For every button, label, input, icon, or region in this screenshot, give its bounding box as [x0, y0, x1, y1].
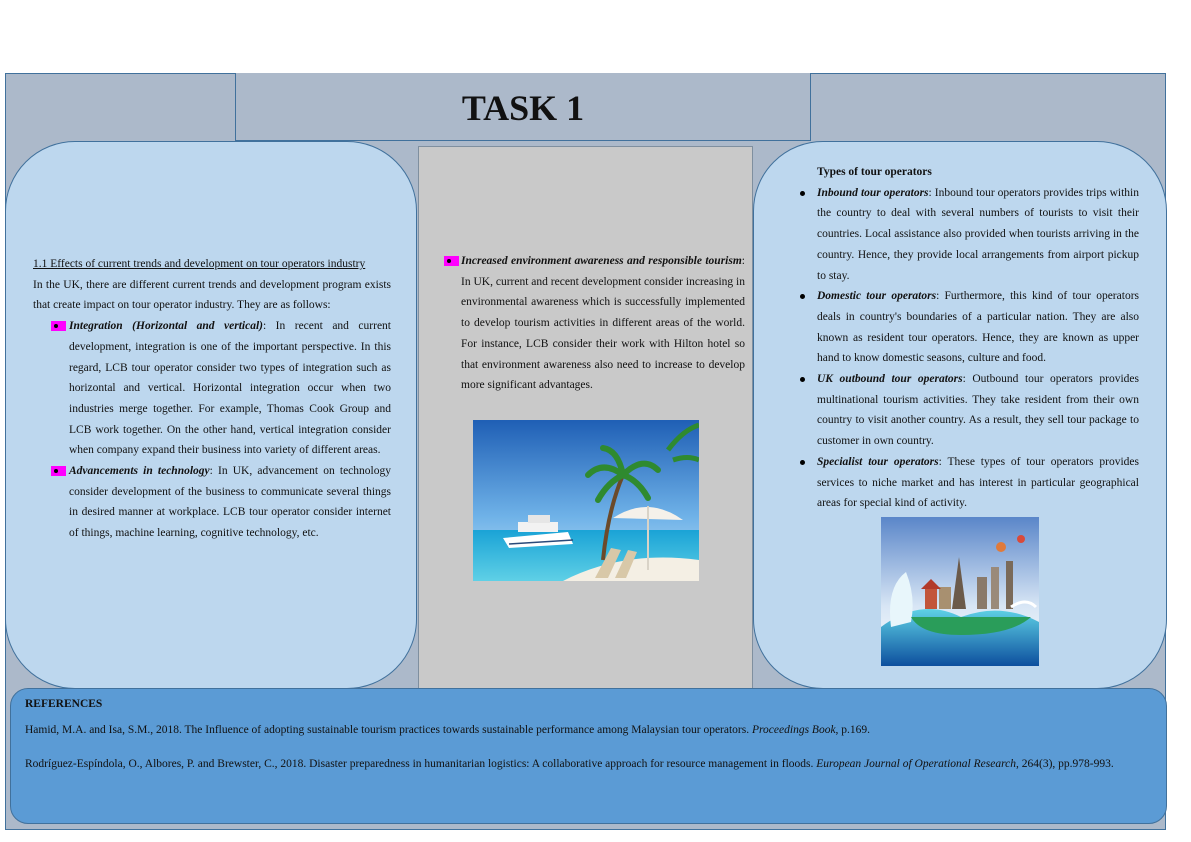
item-text: : These types of tour operators provides services to niche market and has interest in particular geographical areas for special kind of activity. [817, 455, 1139, 510]
left-list [69, 316, 391, 544]
item-text: : Outbound tour operators provides multinational tourism activities. They take resident from their own country to visit another country. As a result, they sell tour package to customer in own country. [817, 373, 1139, 448]
cruise-beach-image [473, 420, 699, 581]
item-term: Specialist tour operators [817, 455, 939, 468]
bullet-icon [800, 191, 805, 196]
list-item [817, 286, 1139, 369]
item-term: Inbound tour operators [817, 186, 929, 199]
title-box [235, 73, 811, 141]
reference-item: Rodríguez-Espíndola, O., Albores, P. and Brewster, C., 2018. Disaster preparedness in humanitarian logistics: A collaborative approach for resource management in floods. European Journal of Operational Research, 264(3), pp.978-993. [25, 758, 1114, 770]
item-term: Advancements in technology [69, 465, 210, 478]
references-list [25, 720, 1155, 774]
item-text: : Inbound tour operators provides trips within the country to deal with several numbers of tourists to visit their countries. Local assistance also provided when tourists arriving in the country. Hence, they provide local arrangements from airport pickup to stay. [817, 186, 1139, 282]
item-term: Domestic tour operators [817, 290, 937, 303]
right-panel [753, 141, 1167, 689]
left-content [33, 254, 391, 544]
bullet-icon [800, 377, 805, 382]
list-item [817, 452, 1139, 514]
middle-panel [418, 146, 753, 691]
item-text: : In UK, advancement on technology consider development of the business to communicate several things in desired manner at workplace. LCB tour operator consider internet of things, machine learning, cognitive technology, etc. [69, 465, 391, 540]
right-heading: Types of tour operators [817, 166, 932, 178]
bullet-icon [444, 256, 459, 266]
bullet-icon [800, 294, 805, 299]
world-landmarks-image [881, 517, 1039, 666]
middle-content [461, 251, 745, 396]
left-intro: In the UK, there are different current trends and development program exists that create impact on tour operator industry. They are as follows: [33, 278, 391, 312]
list-item [817, 369, 1139, 452]
item-term: UK outbound tour operators [817, 373, 963, 386]
item-text: : Furthermore, this kind of tour operators deals in country's boundaries of a particular nation. They are also known as resident tour operators. Hence, they are known as upper hand to know domestic seasons, culture and food. [817, 290, 1139, 365]
right-list [817, 183, 1139, 514]
reference-item: Hamid, M.A. and Isa, S.M., 2018. The Influence of adopting sustainable tourism practices towards sustainable performance among Malaysian tour operators. Proceedings Book, p.169. [25, 724, 871, 736]
list-item [817, 183, 1139, 287]
list-item [69, 461, 391, 544]
page-title: TASK 1 [461, 88, 585, 128]
bullet-icon [800, 460, 805, 465]
references-panel [10, 688, 1167, 824]
bullet-icon [51, 466, 66, 476]
left-panel [5, 141, 417, 689]
right-content [817, 162, 1139, 514]
references-heading: REFERENCES [25, 698, 103, 710]
item-term: Integration (Horizontal and vertical) [69, 320, 263, 333]
bullet-icon [51, 321, 66, 331]
list-item [69, 316, 391, 461]
left-heading: 1.1 Effects of current trends and development on tour operators industry [33, 258, 366, 270]
item-term: Increased environment awareness and responsible tourism [461, 255, 742, 267]
item-text: : In recent and current development, integration is one of the important perspective. In this regard, LCB tour operator consider two types of integration such as horizontal and vertical. Horizontal integration occur when two industries merge together. For example, Thomas Cook Group and LCB work together. On the other hand, vertical integration consider when company expand their business into variety of different areas. [69, 320, 391, 457]
item-text: : In UK, current and recent development consider increasing in environmental awareness which is successfully implemented to develop tourism activities in different areas of the world. For instance, LCB consider their work with Hilton hotel so that environment awareness also need to increase to develop more significant advantages. [461, 255, 745, 392]
